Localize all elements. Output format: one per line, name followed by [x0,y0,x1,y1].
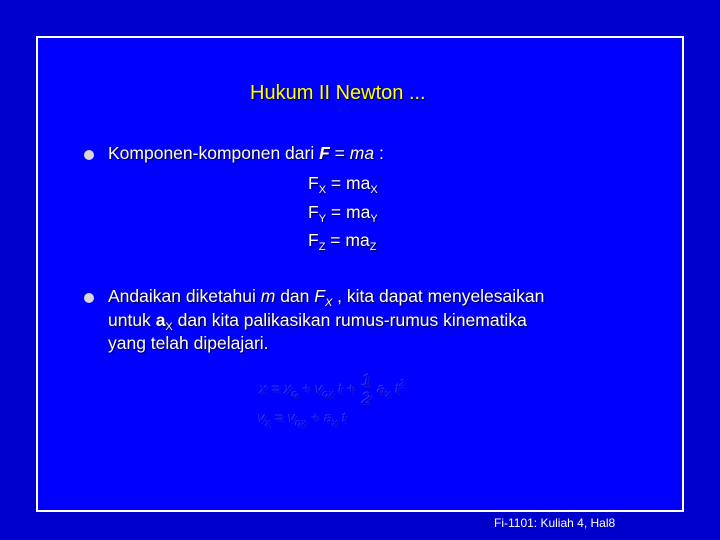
accel-sub: X [165,320,173,333]
f2-v: v [258,410,266,427]
f2-eq: = v [271,410,296,427]
equals-sign: = [329,143,350,163]
bullet-1-text [108,143,384,164]
b2-t5: dan kita palikasikan rumus-rumus kinematika [172,309,527,330]
equation-y [308,202,378,223]
position-formula [260,372,405,408]
slide-frame [36,36,684,512]
eq-x-F: F [308,173,319,193]
eq-y-sub: Y [318,213,327,225]
f1-lhs: x = x [260,380,293,398]
b2-t3: , kita dapat menyelesaikan [332,286,545,306]
f1-a-sub: x [385,388,392,401]
b2-t4: untuk [108,309,156,330]
eq-y-rsub: Y [370,213,378,225]
f1-v0-sub: ox [322,388,335,401]
eq-y-rhs: = ma [326,202,371,222]
eq-x-sub: X [318,184,327,196]
mass-symbol: m [260,286,276,306]
f1-a: a [373,380,386,398]
eq-x-rsub: X [370,184,378,196]
eq-z-sub: Z [318,241,326,253]
eq-z-rsub: Z [369,241,377,253]
velocity-formula [258,410,347,430]
bullet-1-post: : [374,143,384,163]
half-fraction [362,372,371,408]
slide-title: Hukum II Newton ... [250,82,426,104]
force-x-symbol: F [314,286,325,306]
b2-t6: yang telah dipelajari. [108,333,269,353]
b2-t2: dan [275,286,315,306]
f1-x0-sub: o [292,388,299,401]
f2-plus: + a [307,410,333,427]
f2-t: t [338,410,347,427]
frac-den: 2 [361,389,372,408]
ma-symbol: ma [349,143,375,163]
bullet-2-text [108,286,544,354]
eq-z-rhs: = ma [325,230,370,250]
force-symbol: F [319,143,330,163]
eq-y-F: F [308,202,319,222]
f2-a-sub: x [332,418,339,430]
accel-symbol: a [155,309,166,330]
f2-v0-sub: ox [295,418,308,430]
f1-t: t + [334,380,360,398]
equation-z [308,230,376,251]
f1-sq: 2 [399,378,406,390]
slide-footer: Fi-1101: Kuliah 4, Hal8 [494,516,616,530]
frac-num: 1 [361,371,372,390]
eq-z-F: F [308,230,319,250]
f2-v-sub: x [265,418,271,430]
force-x-sub: X [324,297,333,309]
f1-v0: + v [298,380,323,398]
b2-t1: Andaikan diketahui [108,286,261,306]
eq-x-rhs: = ma [326,173,371,193]
bullet-dot [84,150,94,160]
bullet-1-pre: Komponen-komponen dari [108,143,320,163]
equation-x [308,173,378,194]
bullet-dot [84,293,94,303]
f1-t2: t [391,380,400,398]
